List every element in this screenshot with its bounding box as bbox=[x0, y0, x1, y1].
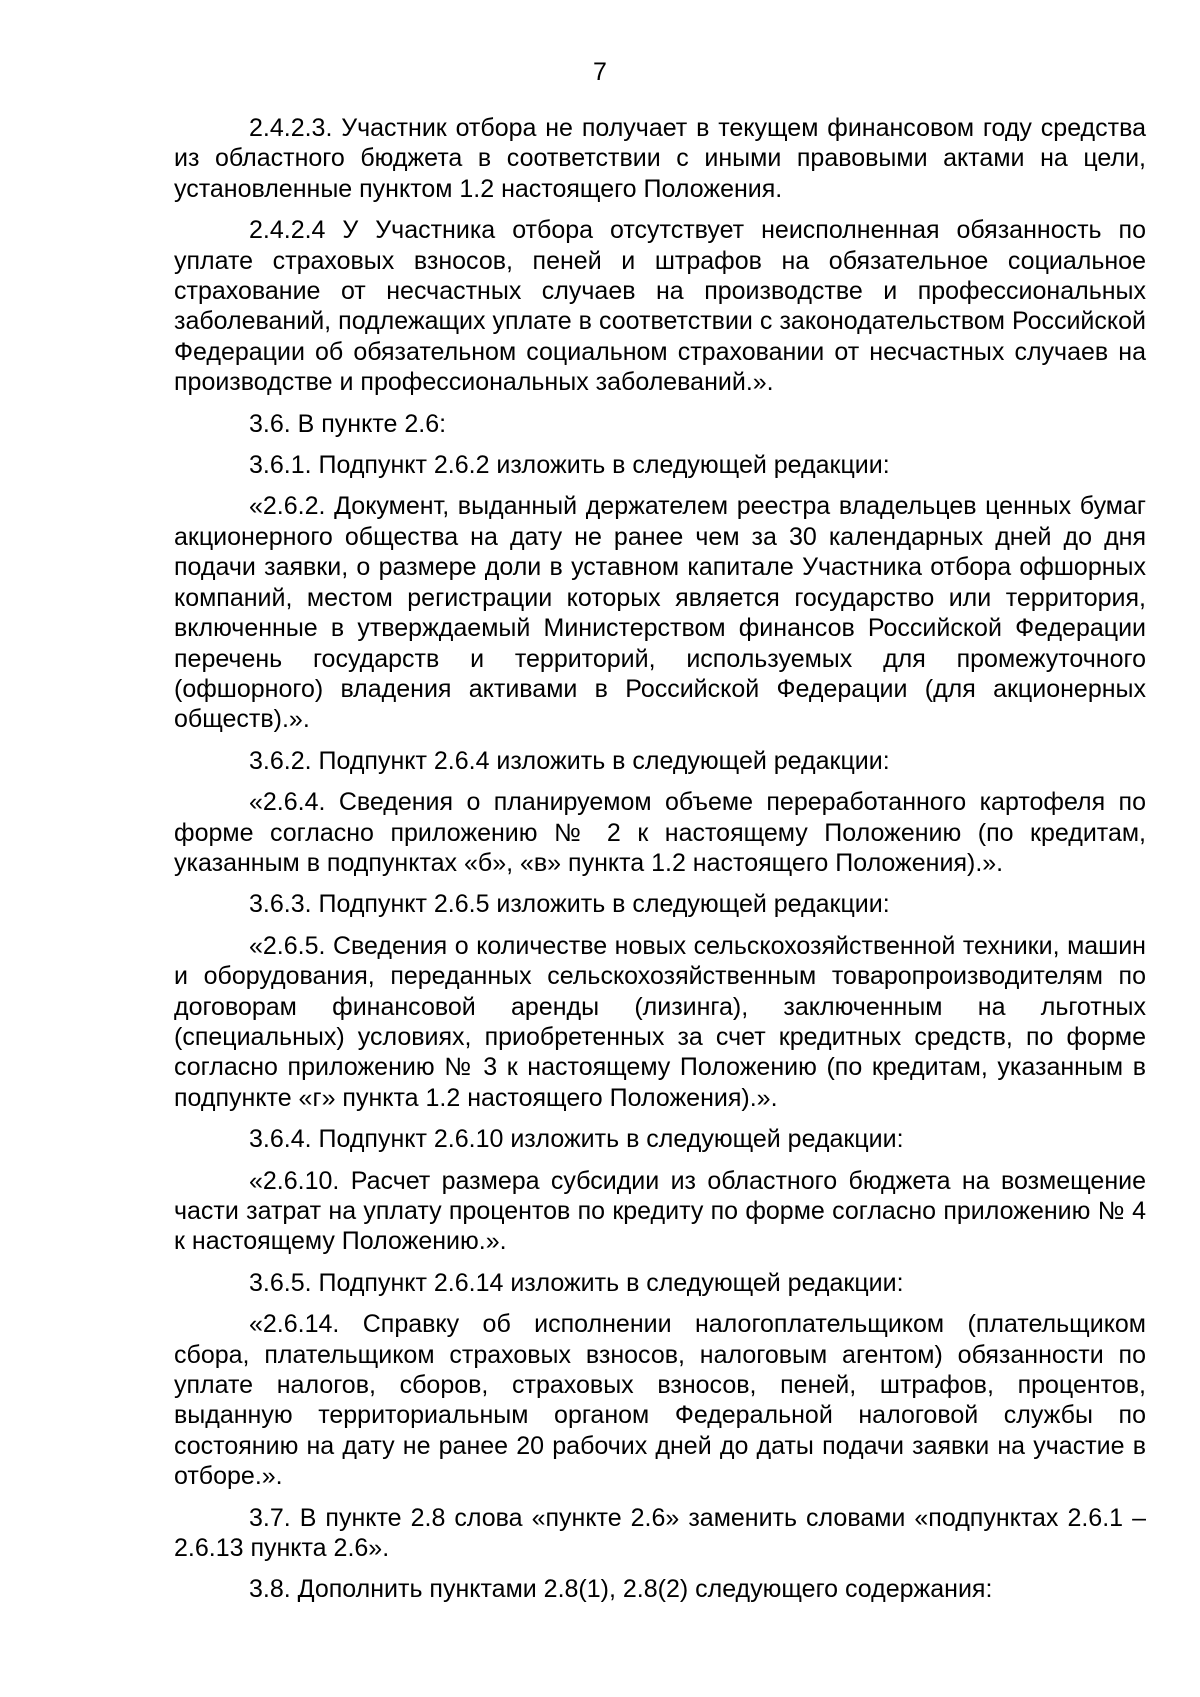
paragraph-2-4-2-4: 2.4.2.4 У Участника отбора отсутствует неисполненная обязанность по уплате страховых взносов, пеней и штрафов на обязательное социальное страхование от несчастных случаев на производстве и профессиональных заболеваний, подлежащих уплате в соответствии с законодательством Российской Федерации об обязательном социальном страховании от несчастных случаев на производстве и профессиональных заболеваний.». bbox=[174, 216, 1146, 397]
paragraph-2-6-2-quote: «2.6.2. Документ, выданный держателем реестра владельцев ценных бумаг акционерного общества на дату не ранее чем за 30 календарных дней до дня подачи заявки, о размере доли в уставном капитале Участника отбора офшорных компаний, местом регистрации которых является государство или территория, включенные в утверждаемый Министерством финансов Российской Федерации перечень государств и территорий, используемых для промежуточного (офшорного) владения активами в Российской Федерации (для акционерных обществ).». bbox=[174, 492, 1146, 734]
paragraph-3-6-1: 3.6.1. Подпункт 2.6.2 изложить в следующей редакции: bbox=[249, 451, 890, 480]
paragraph-3-6: 3.6. В пункте 2.6: bbox=[249, 409, 447, 438]
paragraph-2-4-2-3: 2.4.2.3. Участник отбора не получает в текущем финансовом году средства из областного бюджета в соответствии с иными правовыми актами на цели, установленные пунктом 1.2 настоящего Положения. bbox=[174, 114, 1146, 203]
paragraph-2-6-4-quote: «2.6.4. Сведения о планируемом объеме переработанного картофеля по форме согласно приложению № 2 к настоящему Положению (по кредитам, указанным в подпунктах «б», «в» пункта 1.2 настоящего Положения).». bbox=[174, 788, 1146, 877]
paragraph-3-6-3: 3.6.3. Подпункт 2.6.5 изложить в следующей редакции: bbox=[249, 890, 890, 919]
paragraph-2-6-14-quote: «2.6.14. Справку об исполнении налогоплательщиком (плательщиком сбора, плательщиком страховых взносов, налоговым агентом) обязанности по уплате налогов, сборов, страховых взносов, пеней, штрафов, процентов, выданную территориальным органом Федеральной налоговой службы по состоянию на дату не ранее 20 рабочих дней до даты подачи заявки на участие в отборе.». bbox=[174, 1310, 1146, 1491]
paragraph-3-6-2: 3.6.2. Подпункт 2.6.4 изложить в следующей редакции: bbox=[249, 746, 890, 775]
paragraph-2-6-5-quote: «2.6.5. Сведения о количестве новых сельскохозяйственной техники, машин и оборудования, переданных сельскохозяйственным товаропроизводителям по договорам финансовой аренды (лизинга), заключенным на льготных (специальных) условиях, приобретенных за счет кредитных средств, по форме согласно приложению № 3 к настоящему Положению (по кредитам, указанным в подпункте «г» пункта 1.2 настоящего Положения).». bbox=[174, 931, 1146, 1112]
paragraph-2-6-10-quote: «2.6.10. Расчет размера субсидии из областного бюджета на возмещение части затрат на уплату процентов по кредиту по форме согласно приложению № 4 к настоящему Положению.». bbox=[174, 1166, 1146, 1256]
paragraph-3-7: 3.7. В пункте 2.8 слова «пункте 2.6» заменить словами «подпунктах 2.6.1 – 2.6.13 пункта 2.6». bbox=[174, 1503, 1146, 1563]
paragraph-3-6-4: 3.6.4. Подпункт 2.6.10 изложить в следующей редакции: bbox=[249, 1125, 904, 1154]
paragraph-3-8: 3.8. Дополнить пунктами 2.8(1), 2.8(2) следующего содержания: bbox=[249, 1575, 993, 1604]
paragraph-3-6-5: 3.6.5. Подпункт 2.6.14 изложить в следующей редакции: bbox=[249, 1268, 904, 1297]
page-number: 7 bbox=[593, 58, 607, 86]
document-body bbox=[174, 113, 1146, 1616]
